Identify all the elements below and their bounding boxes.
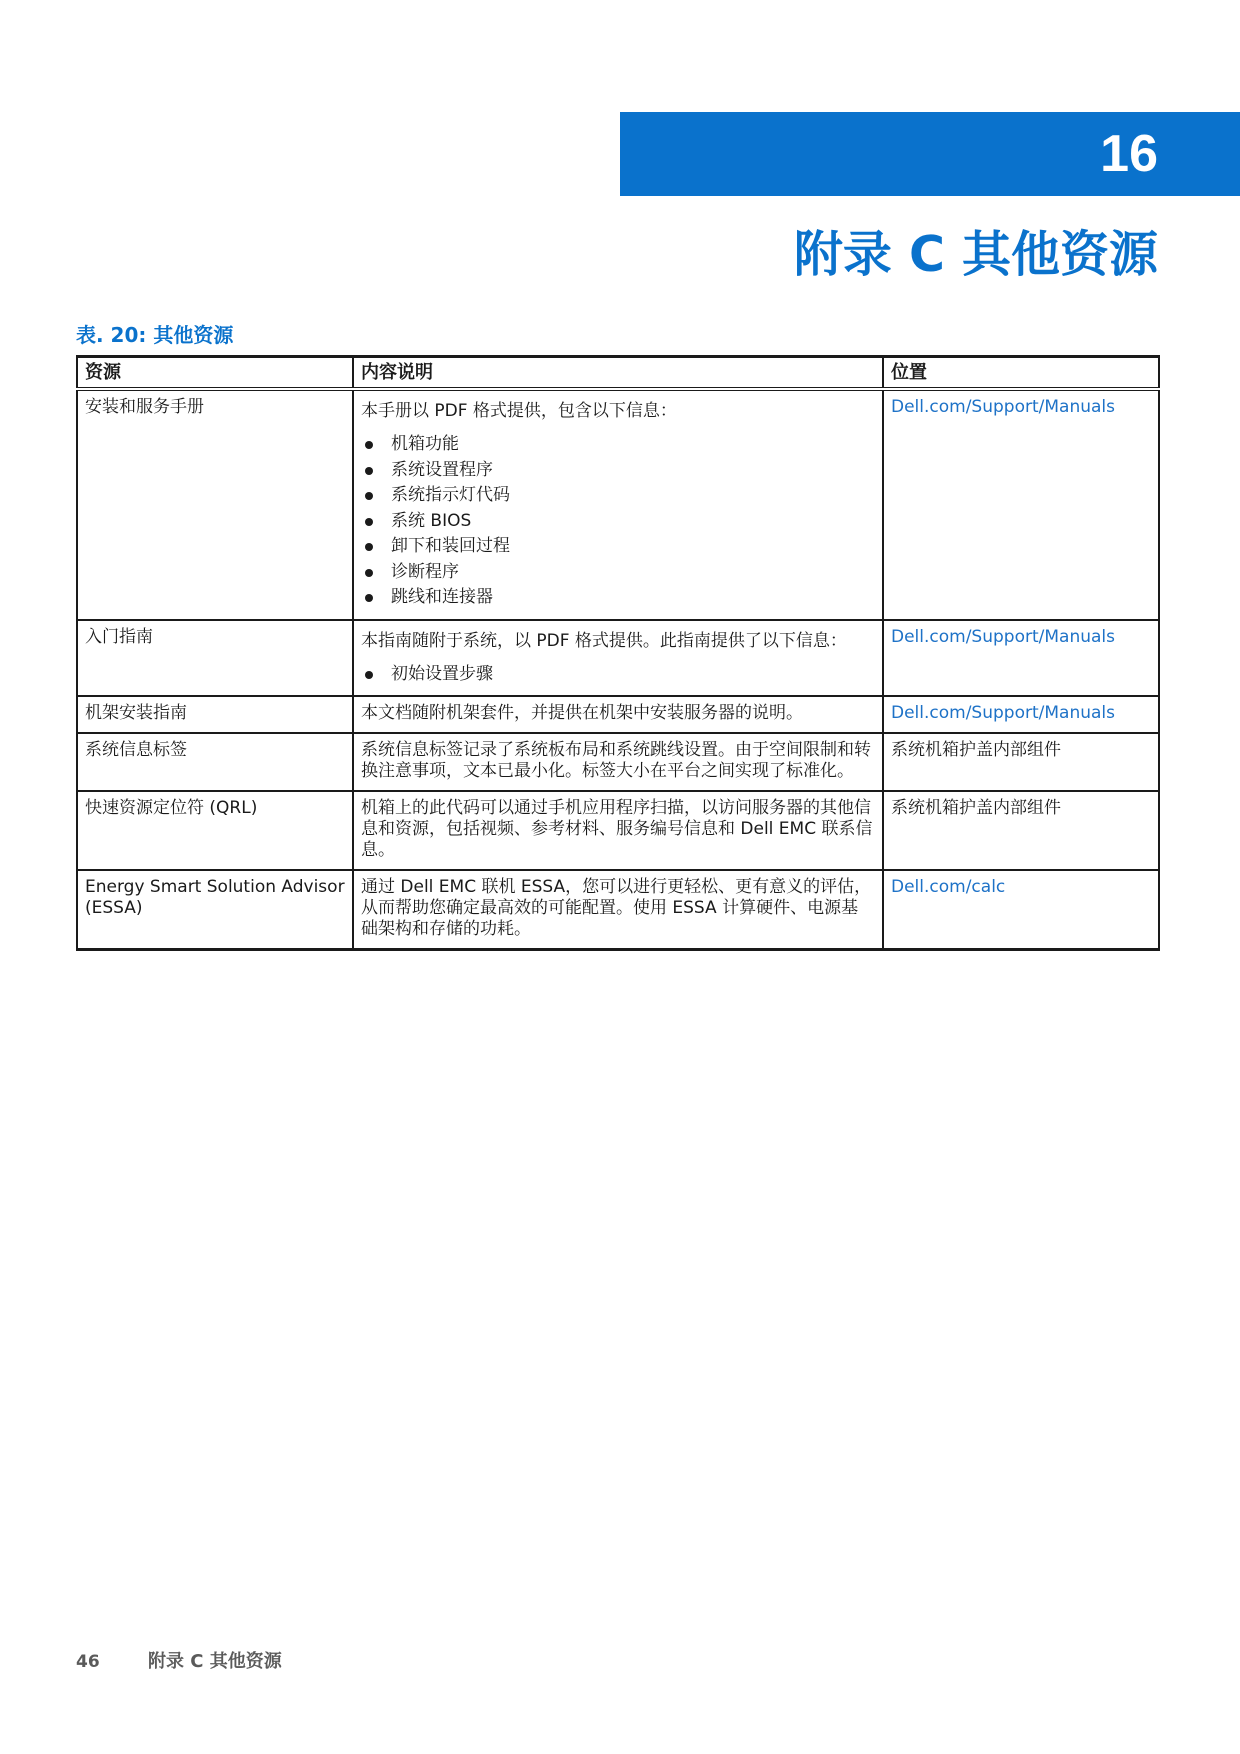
bullet-item xyxy=(361,534,875,560)
bullet-item xyxy=(361,662,875,688)
bullet-dot-icon xyxy=(365,518,373,526)
chapter-number: 16 xyxy=(1100,125,1158,183)
bullet-item xyxy=(361,509,875,535)
resource-cell: 快速资源定位符 (QRL) xyxy=(77,791,353,870)
resource-cell: 入门指南 xyxy=(77,620,353,697)
bullet-dot-icon xyxy=(365,441,373,449)
resources-table xyxy=(76,355,1160,951)
location-cell xyxy=(883,696,1159,733)
location-link[interactable]: Dell.com/calc xyxy=(891,877,1006,897)
bullet-dot-icon xyxy=(365,594,373,602)
bullet-text: 初始设置步骤 xyxy=(391,663,493,684)
table-row xyxy=(77,389,1159,620)
location-cell: 系统机箱护盖内部组件 xyxy=(883,791,1159,870)
header-location: 位置 xyxy=(883,357,1159,390)
bullet-list xyxy=(361,432,875,611)
footer-section-title: 附录 C 其他资源 xyxy=(148,1651,282,1672)
table-row xyxy=(77,620,1159,697)
location-link[interactable]: Dell.com/Support/Manuals xyxy=(891,397,1115,417)
table-body xyxy=(77,389,1159,950)
bullet-text: 诊断程序 xyxy=(391,561,459,582)
bullet-dot-icon xyxy=(365,543,373,551)
description-cell xyxy=(353,620,883,697)
table-row xyxy=(77,870,1159,950)
bullet-text: 系统设置程序 xyxy=(391,459,493,480)
description-cell: 通过 Dell EMC 联机 ESSA，您可以进行更轻松、更有意义的评估，从而帮助您确定最高效的可能配置。使用 ESSA 计算硬件、电源基础架构和存储的功耗。 xyxy=(353,870,883,950)
bullet-text: 系统指示灯代码 xyxy=(391,485,510,505)
resource-cell: 安装和服务手册 xyxy=(77,389,353,620)
bullet-text: 跳线和连接器 xyxy=(391,587,493,607)
bullet-dot-icon xyxy=(365,569,373,577)
bullet-item xyxy=(361,432,875,458)
description-cell: 机箱上的此代码可以通过手机应用程序扫描，以访问服务器的其他信息和资源，包括视频、参考材料、服务编号信息和 Dell EMC 联系信息。 xyxy=(353,791,883,870)
bullet-list xyxy=(361,662,875,688)
bullet-item xyxy=(361,458,875,484)
bullet-dot-icon xyxy=(365,492,373,500)
location-link[interactable]: Dell.com/Support/Manuals xyxy=(891,703,1115,723)
page-footer xyxy=(76,1650,282,1674)
bullet-text: 机箱功能 xyxy=(391,434,459,454)
chapter-title: 附录 C 其他资源 xyxy=(793,226,1158,283)
description-cell xyxy=(353,389,883,620)
bullet-text: 系统 BIOS xyxy=(391,510,472,531)
location-cell: 系统机箱护盖内部组件 xyxy=(883,733,1159,791)
table-row xyxy=(77,791,1159,870)
header-description: 内容说明 xyxy=(353,357,883,390)
table-caption: 表. 20: 其他资源 xyxy=(76,323,234,347)
location-cell xyxy=(883,389,1159,620)
page-number: 46 xyxy=(76,1652,100,1672)
chapter-number-banner xyxy=(620,112,1240,196)
location-link[interactable]: Dell.com/Support/Manuals xyxy=(891,626,1115,647)
description-text: 本手册以 PDF 格式提供，包含以下信息： xyxy=(361,401,677,421)
table-row xyxy=(77,696,1159,733)
bullet-item xyxy=(361,585,875,611)
description-cell: 本文档随附机架套件，并提供在机架中安装服务器的说明。 xyxy=(353,696,883,733)
bullet-item xyxy=(361,560,875,586)
description-cell: 系统信息标签记录了系统板布局和系统跳线设置。由于空间限制和转换注意事项，文本已最小化。标签大小在平台之间实现了标准化。 xyxy=(353,733,883,791)
bullet-dot-icon xyxy=(365,671,373,679)
bullet-dot-icon xyxy=(365,467,373,475)
header-resource: 资源 xyxy=(77,357,353,390)
bullet-text: 卸下和装回过程 xyxy=(391,536,510,556)
location-cell xyxy=(883,620,1159,697)
table-row xyxy=(77,733,1159,791)
resource-cell: Energy Smart Solution Advisor (ESSA) xyxy=(77,870,353,950)
resource-cell: 系统信息标签 xyxy=(77,733,353,791)
bullet-item xyxy=(361,483,875,509)
description-text: 本指南随附于系统，以 PDF 格式提供。此指南提供了以下信息： xyxy=(361,630,847,651)
location-cell xyxy=(883,870,1159,950)
table-header-row xyxy=(77,357,1159,390)
resource-cell: 机架安装指南 xyxy=(77,696,353,733)
